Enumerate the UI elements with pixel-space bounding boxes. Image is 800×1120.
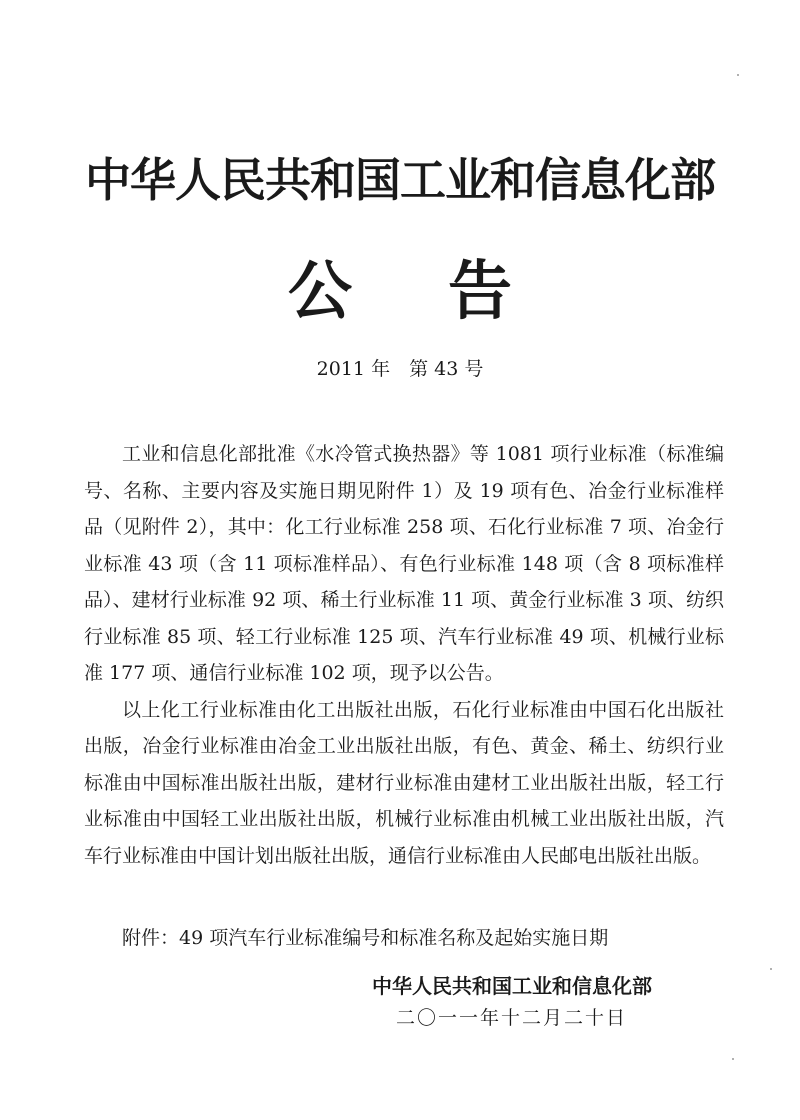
scan-speck <box>770 968 772 970</box>
body-paragraph-2: 以上化工行业标准由化工出版社出版，石化行业标准由中国石化出版社出版，冶金行业标准由冶金工业出版社出版，有色、黄金、稀土、纺织行业标准由中国标准出版社出版，建材行业标准由建材工业出版社出版，轻工行业标准由中国轻工业出版社出版，机械行业标准由机械工业出版社出版，汽车行业标准由中国计划出版社出版，通信行业标准由人民邮电出版社出版。 <box>84 698 724 867</box>
document-number: 2011 年 第 43 号 <box>316 358 484 380</box>
issuer-title: 中华人民共和国工业和信息化部 <box>85 153 715 207</box>
announcement-heading: 公告 <box>288 255 608 329</box>
signature-organization: 中华人民共和国工业和信息化部 <box>372 974 652 998</box>
scan-speck <box>737 74 739 76</box>
announcement-body <box>84 436 724 874</box>
body-paragraph-1: 工业和信息化部批准《水冷管式换热器》等 1081 项行业标准（标准编号、名称、主要内容及实施日期见附件 1）及 19 项有色、冶金行业标准样品（见附件 2），其中：化工行业标准 258 项、石化行业标准 7 项、冶金行业标准 43 项（含 11 项标准样品）、有色行业标准 148 项（含 8 项标准样品）、建材行业标准 92 项、稀土行业标准 11 项、黄金行业标准 3 项、纺织行业标准 85 项、轻工行业标准 125 项、汽车行业标准 49 项、机械行业标准 177 项、通信行业标准 102 项，现予以公告。 <box>84 443 724 684</box>
scan-speck <box>732 1058 734 1060</box>
attachment-note: 附件：49 项汽车行业标准编号和标准名称及起始实施日期 <box>122 927 609 949</box>
signature-date: 二〇一一年十二月二十日 <box>396 1007 628 1029</box>
